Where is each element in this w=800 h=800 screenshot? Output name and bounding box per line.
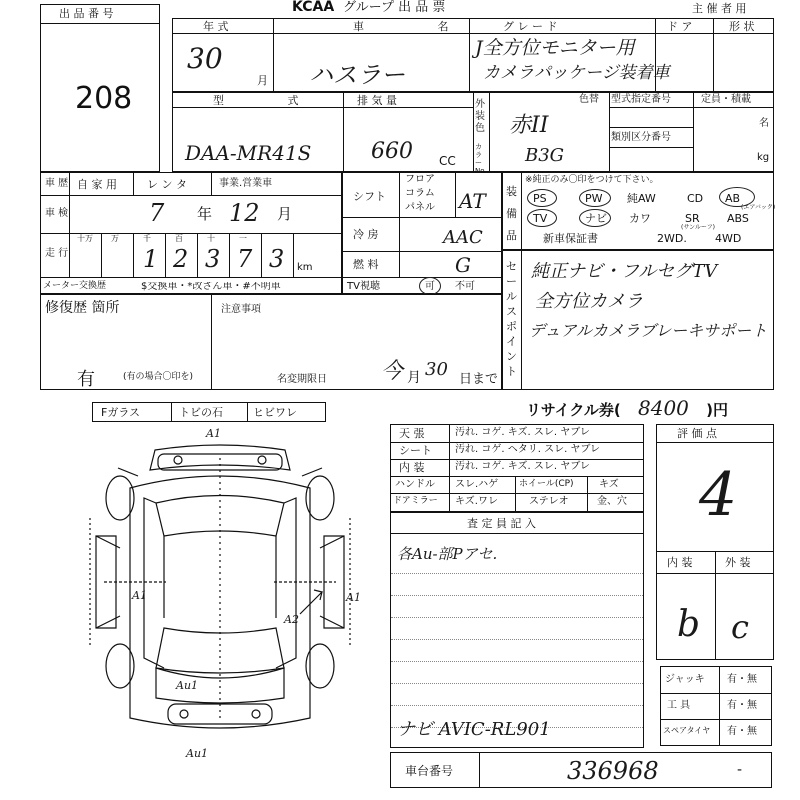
lot-number: 208 <box>75 81 133 116</box>
digit-label-thousand: 千 <box>143 234 151 243</box>
chassis-dash: - <box>737 762 743 778</box>
tv-yes-circle <box>419 277 441 295</box>
inspection-month: 12 <box>229 199 260 227</box>
displacement-header: 排 気 量 <box>357 94 397 107</box>
inspector-line: 各Au-部Pアセ. <box>397 545 498 563</box>
digit-label-hundred-thousand: 十万 <box>77 234 93 243</box>
damage-mark-bumper: Au1 <box>186 747 209 760</box>
digit-label-hundred: 百 <box>175 234 183 243</box>
shift-column[interactable]: コラム <box>405 188 435 199</box>
name-change-label: 名変期限日 <box>277 374 327 385</box>
type-header: 形 状 <box>729 20 755 33</box>
score-label: 評 価 点 <box>677 427 717 440</box>
jack-label: ジャッキ <box>665 674 705 685</box>
deadline-month: 今 <box>381 359 404 384</box>
drive-2wd[interactable]: 2WD. <box>657 232 687 245</box>
notes-label: 注意事項 <box>221 304 261 315</box>
recycle-suffix: )円 <box>706 401 728 419</box>
business-option[interactable]: 事業.営業車 <box>219 178 273 189</box>
inspector-line: ナビ AVIC-RL901 <box>397 719 551 740</box>
fuel-value: G <box>455 253 471 277</box>
model-value: DAA-MR41S <box>185 141 312 165</box>
seat-options[interactable]: 汚れ. コゲ. ヘタリ. スレ. ヤブレ <box>455 444 601 455</box>
color-swap-label: 色替 <box>579 94 599 105</box>
chassis-box <box>390 752 772 788</box>
equip-ps[interactable]: PS <box>533 192 547 205</box>
digit-label-ten: 十 <box>207 234 215 243</box>
sales-point-line: デュアルカメラブレーキサポート <box>529 321 768 340</box>
mileage-digit: 3 <box>205 245 221 273</box>
model-header: 型 式 <box>213 94 299 107</box>
seat-label: シート <box>399 444 432 457</box>
glass-chip[interactable]: トビの石 <box>179 406 223 419</box>
grade-line2: カメラパッケージ装着車 <box>483 63 670 83</box>
category-number-label: 類別区分番号 <box>611 132 671 143</box>
recycle-label: リサイクル券( <box>526 401 621 419</box>
lot-box <box>40 4 160 172</box>
damage-mark-right-door: A2 <box>284 613 299 626</box>
stereo-label: ステレオ <box>529 496 569 507</box>
inspection-year-label: 年 <box>197 205 213 223</box>
chassis-value: 336968 <box>567 757 659 785</box>
equip-navi[interactable]: ナビ <box>585 212 607 225</box>
color-value: 赤II <box>509 113 549 138</box>
shift-floor[interactable]: フロア <box>405 174 435 185</box>
tv-circle <box>527 209 557 227</box>
ac-label: 冷 房 <box>353 228 379 241</box>
rental-option[interactable]: レ ン タ <box>147 178 187 191</box>
repair-label: 修復歴 箇所 <box>45 300 120 316</box>
interior-options[interactable]: 汚れ. コゲ. キズ. スレ. ヤブレ <box>455 461 590 472</box>
mirror-options[interactable]: キズ.ワレ <box>455 496 498 507</box>
history-block <box>40 172 342 294</box>
handle-label: ハンドル <box>395 479 435 490</box>
deadline-month-label: 月 <box>407 370 421 386</box>
organizer-label: 主 催 者 用 <box>692 2 747 15</box>
stereo-options[interactable]: 金、穴 <box>597 496 627 507</box>
shift-label: シフト <box>353 190 386 203</box>
warranty-label[interactable]: 新車保証書 <box>543 232 598 245</box>
wheel-value[interactable]: キズ <box>599 479 619 490</box>
lot-label: 出 品 番 号 <box>59 7 114 20</box>
make-header: 車 名 <box>353 20 449 33</box>
exterior-score-label: 外 装 <box>725 556 751 569</box>
ab-circle <box>719 187 755 207</box>
type-number-label: 型式指定番号 <box>611 94 671 105</box>
grade-header: グ レ ー ド <box>503 20 558 33</box>
grade-line1: J全方位モニター用 <box>475 37 635 59</box>
inspection-year: 7 <box>149 199 165 227</box>
mileage-digit: 3 <box>269 245 285 273</box>
repair-value: 有 <box>77 369 95 390</box>
score-value: 4 <box>699 460 738 530</box>
equipment-note: ※純正のみ〇印をつけて下さい。 <box>525 175 659 185</box>
private-use-option[interactable]: 自 家 用 <box>77 178 117 191</box>
spare-label: スペアタイヤ <box>663 726 711 735</box>
interior-condition-table <box>390 424 644 512</box>
shift-panel[interactable]: パネル <box>405 202 435 213</box>
inspector-header: 査 定 員 記 入 <box>467 517 536 530</box>
deadline-day: 30 <box>425 359 448 380</box>
inspection-month-label: 月 <box>277 205 293 223</box>
exterior-score-value: c <box>731 608 749 646</box>
mileage-digit: 1 <box>143 245 159 273</box>
ab-sub: (エアバック) <box>741 204 776 211</box>
sales-points-block <box>502 250 774 390</box>
sales-points-label: セールスポイント <box>506 260 517 378</box>
equipment-block <box>502 172 774 250</box>
shift-value: AT <box>459 189 486 213</box>
score-box <box>656 424 774 660</box>
ceiling-options[interactable]: 汚れ. コゲ. キズ. スレ. ヤブレ <box>455 427 590 438</box>
brand-logo: KCAA <box>292 0 335 15</box>
glass-crack[interactable]: ヒビワレ <box>253 406 297 419</box>
digit-label-ten-thousand: 万 <box>111 234 119 243</box>
wheel-label: ホイール(CP) <box>519 479 574 489</box>
digit-label-one: 一 <box>239 234 247 243</box>
year-header: 年 式 <box>203 20 229 33</box>
equip-leather[interactable]: カワ <box>629 212 651 225</box>
ac-value: AAC <box>443 227 483 248</box>
car-diagram <box>60 428 380 758</box>
fuel-label: 燃 料 <box>353 258 379 271</box>
color-code-value: B3G <box>525 145 565 166</box>
inspection-label: 車 検 <box>45 208 69 219</box>
capacity-unit-persons: 名 <box>759 118 769 129</box>
navi-circle <box>579 209 611 227</box>
glass-box <box>92 402 326 422</box>
color-side-label: 外装色 <box>475 99 485 134</box>
make-value: ハスラー <box>309 61 405 89</box>
mirror-label: ドアミラー <box>393 496 438 506</box>
tools-label: 工 具 <box>667 700 691 711</box>
inspector-notes <box>390 512 644 748</box>
repair-note: (有の場合〇印を) <box>123 372 194 382</box>
sales-point-line: 全方位カメラ <box>535 291 643 312</box>
equip-sr[interactable]: SR <box>685 212 700 225</box>
mileage-label: 走 行 <box>45 248 69 259</box>
interior-score-label: 内 装 <box>667 556 693 569</box>
month-label: 月 <box>257 74 268 87</box>
damage-mark-rear: Au1 <box>176 679 199 692</box>
damage-mark-right: A1 <box>346 591 361 604</box>
damage-mark-front: A1 <box>206 427 221 440</box>
model-row <box>172 92 774 175</box>
form-title: グループ 出 品 票 <box>343 0 446 15</box>
meter-swap-label: メーター交換歴 <box>43 281 107 291</box>
vehicle-top-row <box>172 18 774 92</box>
equip-aw[interactable]: 純AW <box>627 192 656 205</box>
color-code-label: カラーNo. <box>475 143 487 175</box>
ceiling-label: 天 張 <box>399 427 425 440</box>
recycle-value: 8400 <box>638 396 689 420</box>
chassis-label: 車台番号 <box>405 764 454 778</box>
tv-no[interactable]: 不可 <box>455 281 475 292</box>
cc-label: CC <box>439 154 456 168</box>
interior-score-value: b <box>677 604 701 645</box>
equip-abs[interactable]: ABS <box>727 212 749 225</box>
tools-options[interactable]: 有・無 <box>727 700 757 711</box>
ps-circle <box>527 189 557 207</box>
jack-options[interactable]: 有・無 <box>727 674 757 685</box>
deadline-day-label: 日まで <box>459 372 499 387</box>
sr-sub: (サンルーフ) <box>681 224 715 231</box>
sales-point-line: 純正ナビ・フルセグTV <box>531 261 718 282</box>
capacity-unit-kg: kg <box>757 152 770 163</box>
pw-circle <box>579 189 611 207</box>
tv-yes[interactable]: 可 <box>425 281 435 292</box>
mileage-digit: 7 <box>237 245 253 273</box>
repair-block <box>40 294 502 390</box>
meter-swap-options[interactable]: $交換車・*改ざん車・#不明車 <box>141 282 281 292</box>
capacity-header: 定員・積載 <box>701 94 751 105</box>
displacement-value: 660 <box>371 139 413 164</box>
damage-mark-left: A1 <box>132 589 147 602</box>
recycle-fee <box>526 398 728 420</box>
interior-label: 内 装 <box>399 461 425 474</box>
tv-label: TV視聴 <box>347 281 380 292</box>
handle-options[interactable]: スレ.ハゲ <box>455 479 499 490</box>
brand-header <box>292 0 445 14</box>
glass-front[interactable]: Fガラス <box>101 406 140 419</box>
equip-tv[interactable]: TV <box>533 212 548 225</box>
equip-ab[interactable]: AB <box>725 192 741 205</box>
equipment-side-label: 装備品 <box>506 185 517 242</box>
equip-cd[interactable]: CD <box>687 192 704 205</box>
year-value: 30 <box>187 42 223 75</box>
drive-4wd[interactable]: 4WD <box>715 232 742 245</box>
accessories-box <box>660 666 772 746</box>
equip-pw[interactable]: PW <box>585 192 603 205</box>
mileage-digit: 2 <box>173 245 189 273</box>
spare-options[interactable]: 有・無 <box>727 726 757 737</box>
history-label: 車 歴 <box>45 178 69 189</box>
door-header: ド ア <box>667 20 693 33</box>
km-label: km <box>297 262 313 273</box>
drivetrain-block <box>342 172 502 294</box>
